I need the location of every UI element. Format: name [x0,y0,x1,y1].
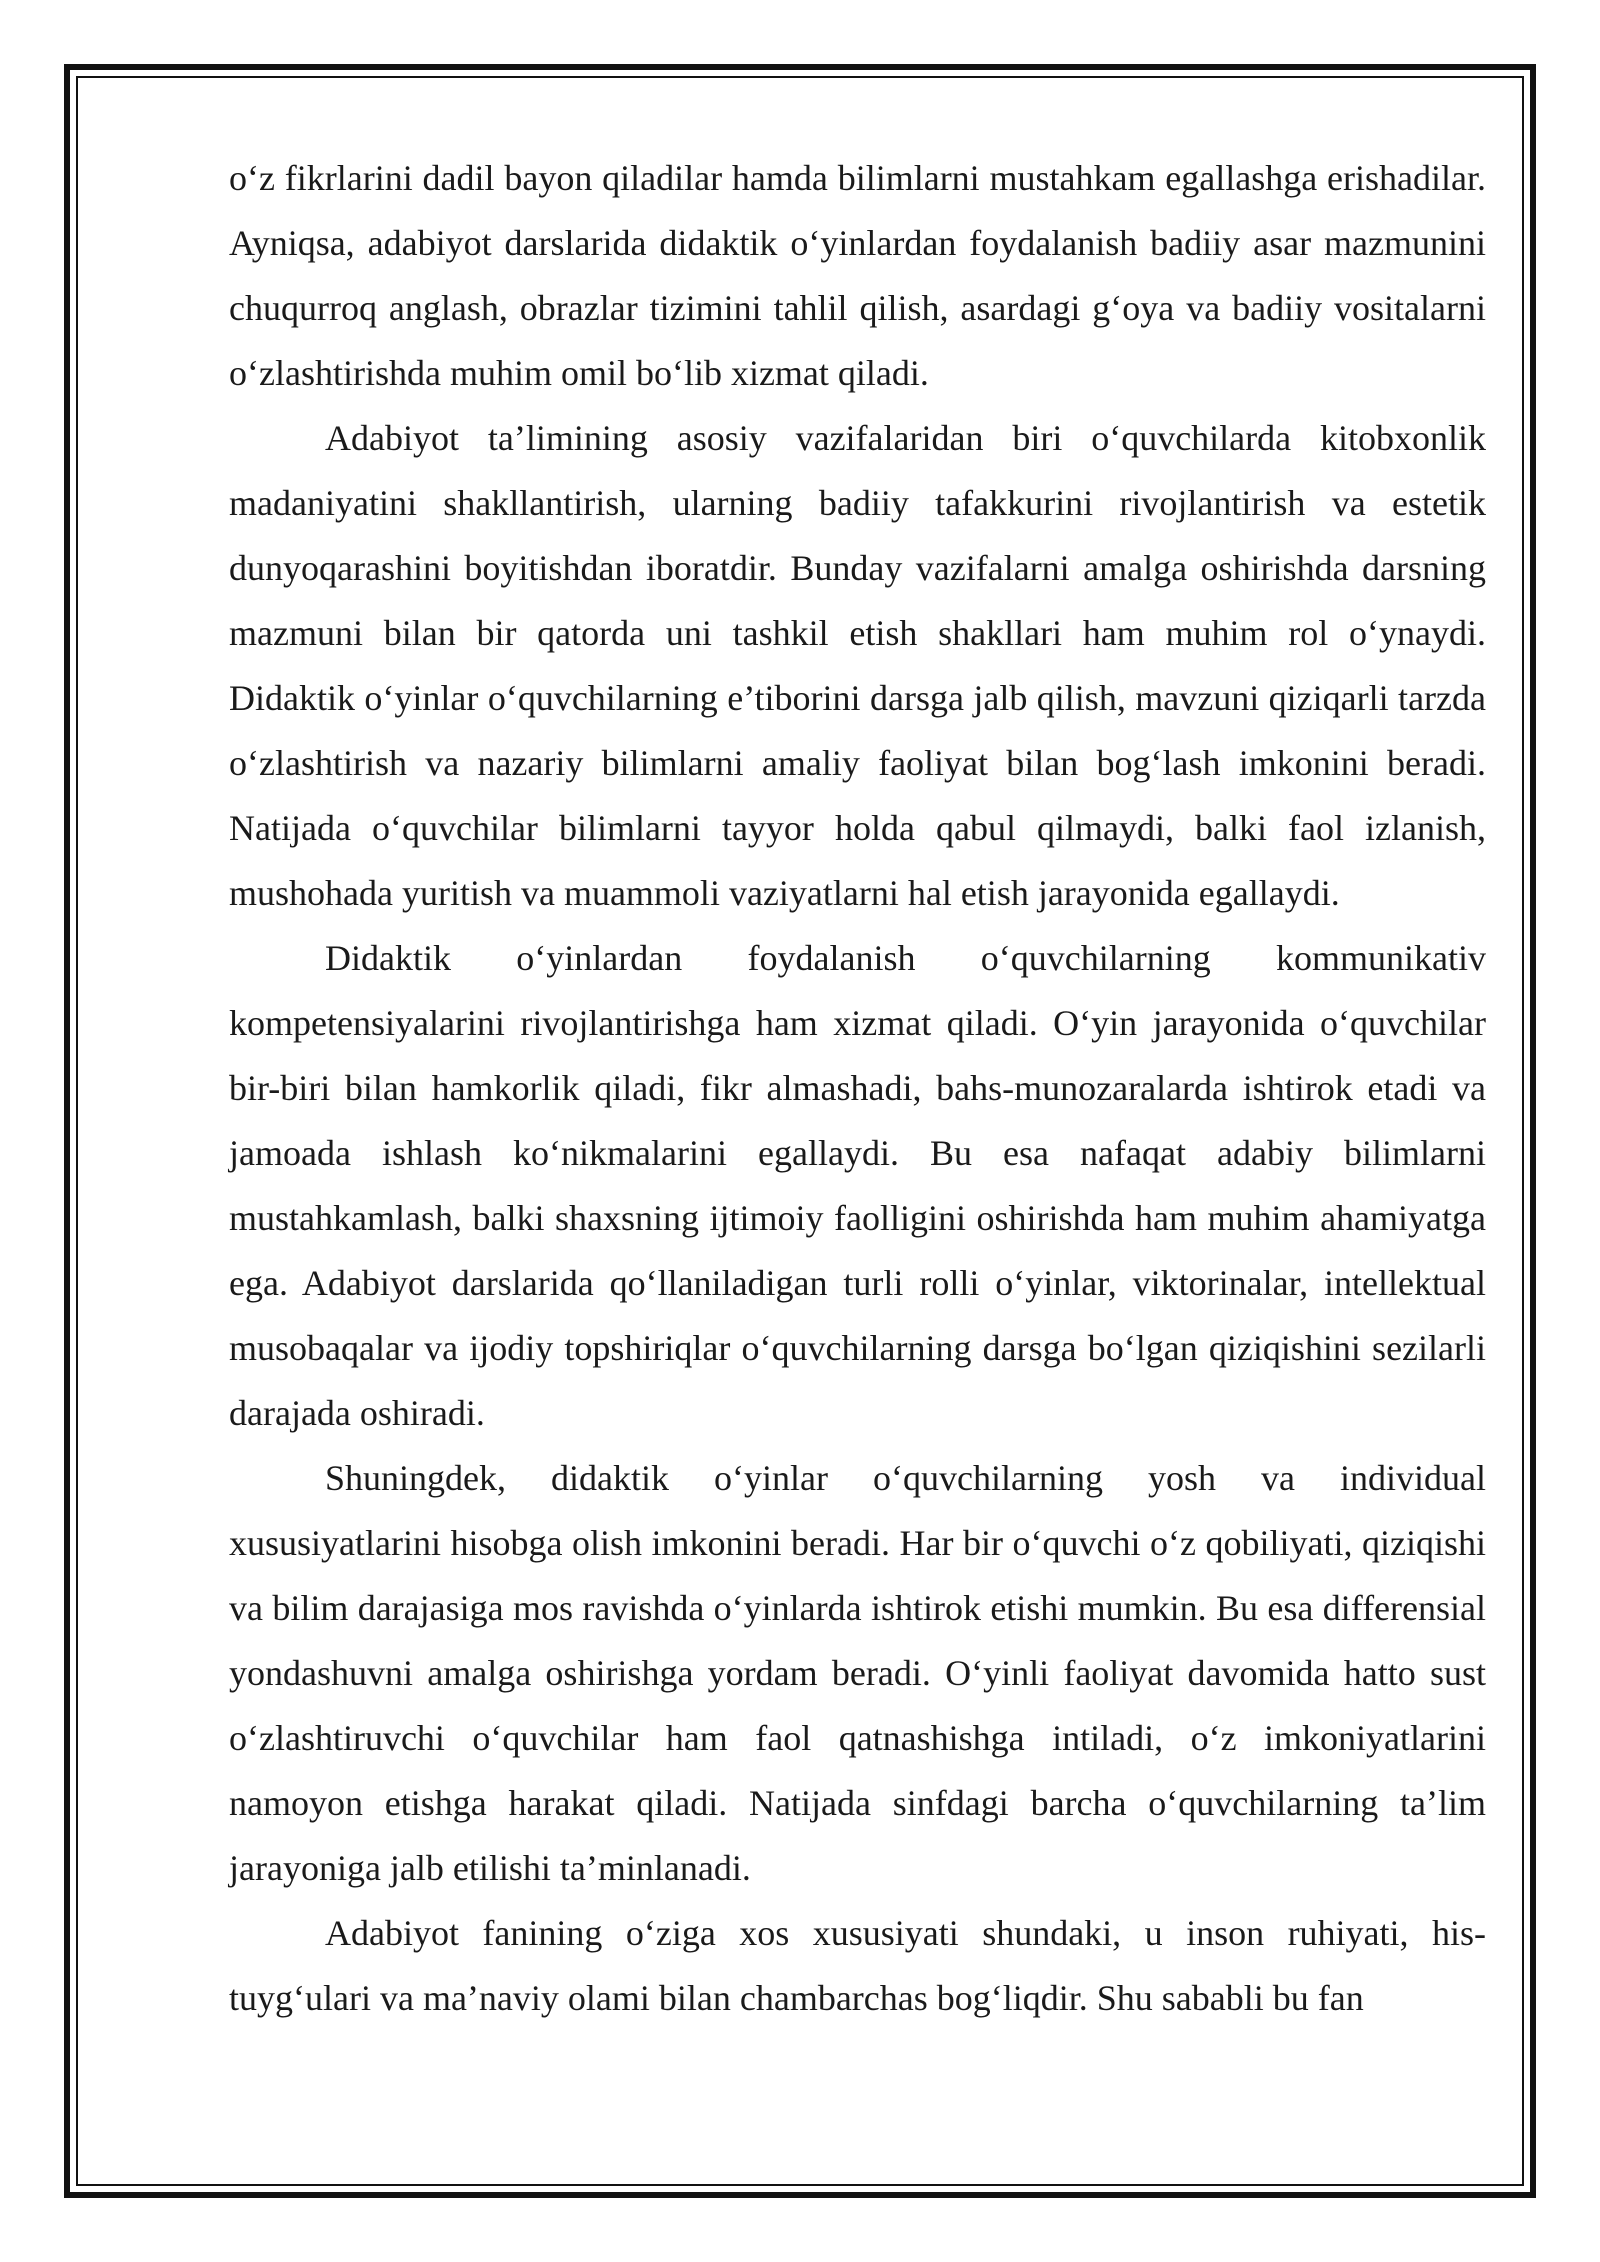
paragraph-1: o‘z fikrlarini dadil bayon qiladilar hamda bilimlarni mustahkam egallashga erishadilar. Ayniqsa, adabiyot darslarida didaktik o‘yinlardan foydalanish badiiy asar mazmunini chuqurroq anglash, obrazlar tizimini tahlil qilish, asardagi g‘oya va badiiy vositalarni o‘zlashtirishda muhim omil bo‘lib xizmat qiladi. [229,158,1486,393]
paragraph-4: Shuningdek, didaktik o‘yinlar o‘quvchilarning yosh va individual xususiyatlarini hisobga olish imkonini beradi. Har bir o‘quvchi o‘z qobiliyati, qiziqishi va bilim darajasiga mos ravishda o‘yinlarda ishtirok etishi mumkin. Bu esa differensial yondashuvni amalga oshirishga yordam beradi. O‘yinli faoliyat davomida hatto sust o‘zlashtiruvchi o‘quvchilar ham faol qatnashishga intiladi, o‘z imkoniyatlarini namoyon etishga harakat qiladi. Natijada sinfdagi barcha o‘quvchilarning ta’lim jarayoniga jalb etilishi ta’minlanadi. [229,1458,1486,1888]
document-body [229,146,1486,2031]
paragraph-2: Adabiyot ta’limining asosiy vazifalaridan biri o‘quvchilarda kitobxonlik madaniyatini shakllantirish, ularning badiiy tafakkurini rivojlantirish va estetik dunyoqarashini boyitishdan iboratdir. Bunday vazifalarni amalga oshirishda darsning mazmuni bilan bir qatorda uni tashkil etish shakllari ham muhim rol o‘ynaydi. Didaktik o‘yinlar o‘quvchilarning e’tiborini darsga jalb qilish, mavzuni qiziqarli tarzda o‘zlashtirish va nazariy bilimlarni amaliy faoliyat bilan bog‘lash imkonini beradi. Natijada o‘quvchilar bilimlarni tayyor holda qabul qilmaydi, balki faol izlanish, mushohada yuritish va muammoli vaziyatlarni hal etish jarayonida egallaydi. [229,418,1486,913]
paragraph-5: Adabiyot fanining o‘ziga xos xususiyati shundaki, u inson ruhiyati, his-tuyg‘ulari va ma’naviy olami bilan chambarchas bog‘liqdir. Shu sababli bu fan [229,1913,1486,2018]
paragraph-3: Didaktik o‘yinlardan foydalanish o‘quvchilarning kommunikativ kompetensiyalarini rivojlantirishga ham xizmat qiladi. O‘yin jarayonida o‘quvchilar bir-biri bilan hamkorlik qiladi, fikr almashadi, bahs-munozaralarda ishtirok etadi va jamoada ishlash ko‘nikmalarini egallaydi. Bu esa nafaqat adabiy bilimlarni mustahkamlash, balki shaxsning ijtimoiy faolligini oshirishda ham muhim ahamiyatga ega. Adabiyot darslarida qo‘llaniladigan turli rolli o‘yinlar, viktorinalar, intellektual musobaqalar va ijodiy topshiriqlar o‘quvchilarning darsga bo‘lgan qiziqishini sezilarli darajada oshiradi. [229,938,1486,1433]
